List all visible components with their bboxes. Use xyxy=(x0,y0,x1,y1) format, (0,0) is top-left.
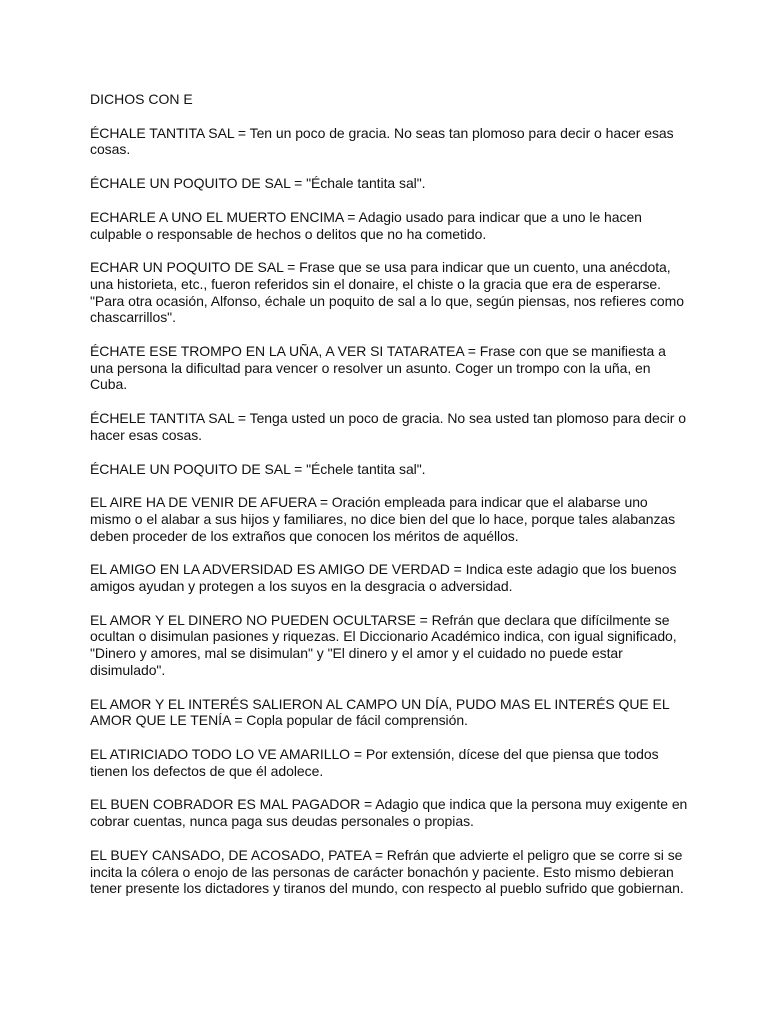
entry-el-amigo-en-la-adversidad: EL AMIGO EN LA ADVERSIDAD ES AMIGO DE VERDAD = Indica este adagio que los buenos amigos ayudan y protegen a los suyos en la desgracia o adversidad. xyxy=(90,561,677,595)
document-title: DICHOS CON E xyxy=(90,91,193,107)
entry-el-amor-y-el-interes: EL AMOR Y EL INTERÉS SALIERON AL CAMPO UN DÍA, PUDO MAS EL INTERÉS QUE EL AMOR QUE LE TENÍA = Copla popular de fácil comprensión. xyxy=(90,695,670,729)
entry-el-atiriciado: EL ATIRICIADO TODO LO VE AMARILLO = Por extensión, dícese del que piensa que todos tienen los defectos de que él adolece. xyxy=(90,745,659,779)
entry-echarle-a-uno-el-muerto: ECHARLE A UNO EL MUERTO ENCIMA = Adagio usado para indicar que a uno le hacen culpable o responsable de hechos o delitos que no ha cometido. xyxy=(90,208,642,242)
entry-echale-un-poquito-de-sal: ÉCHALE UN POQUITO DE SAL = "Échale tantita sal". xyxy=(90,175,426,192)
entry-echele-tantita-sal: ÉCHELE TANTITA SAL = Tenga usted un poco de gracia. No sea usted tan plomoso para decir o hacer esas cosas. xyxy=(90,410,686,443)
entry-echale-un-poquito-de-sal-2: ÉCHALE UN POQUITO DE SAL = "Échele tantita sal". xyxy=(90,460,426,477)
entry-echale-tantita-sal: ÉCHALE TANTITA SAL = Ten un poco de gracia. No seas tan plomoso para decir o hacer esas cosas. xyxy=(90,124,674,158)
entry-el-aire-ha-de-venir: EL AIRE HA DE VENIR DE AFUERA = Oración empleada para indicar que el alabarse uno mismo o el alabar a sus hijos y familiares, no dice bien del que lo hace, porque tales alabanzas deben proceder de los extraños que conocen los méritos de aquéllos. xyxy=(90,494,676,544)
entry-echar-un-poquito-de-sal: ECHAR UN POQUITO DE SAL = Frase que se usa para indicar que un cuento, una anécdota, una historieta, etc., fueron referidos sin el donaire, el chiste o la gracia que era de esperarse. "Para otra ocasión, Alfonso, échale un poquito de sal a lo que, según piensas, nos refieres como chascarrillos". xyxy=(90,259,684,326)
entry-el-buey-cansado: EL BUEY CANSADO, DE ACOSADO, PATEA = Refrán que advierte el peligro que se corre si se incita la cólera o enojo de las personas de carácter bonachón y paciente. Esto mismo debieran tener presente los dictadores y tiranos del mundo, con respecto al pueblo sufrido que gobiernan. xyxy=(90,846,684,897)
entry-el-buen-cobrador: EL BUEN COBRADOR ES MAL PAGADOR = Adagio que indica que la persona muy exigente en cobrar cuentas, nunca paga sus deudas personales o propias. xyxy=(90,796,688,830)
entry-echate-ese-trompo: ÉCHATE ESE TROMPO EN LA UÑA, A VER SI TATARATEA = Frase con que se manifiesta a una persona la dificultad para vencer o resolver un asunto. Coger un trompo con la uña, en Cuba. xyxy=(90,343,666,393)
entry-el-amor-y-el-dinero: EL AMOR Y EL DINERO NO PUEDEN OCULTARSE = Refrán que declara que difícilmente se ocultan o disimulan pasiones y riquezas. El Diccionario Académico indica, con igual significado, "Dinero y amores, mal se disimulan" y "El dinero y el amor y el cuidado no puede estar disimulado". xyxy=(90,611,677,678)
